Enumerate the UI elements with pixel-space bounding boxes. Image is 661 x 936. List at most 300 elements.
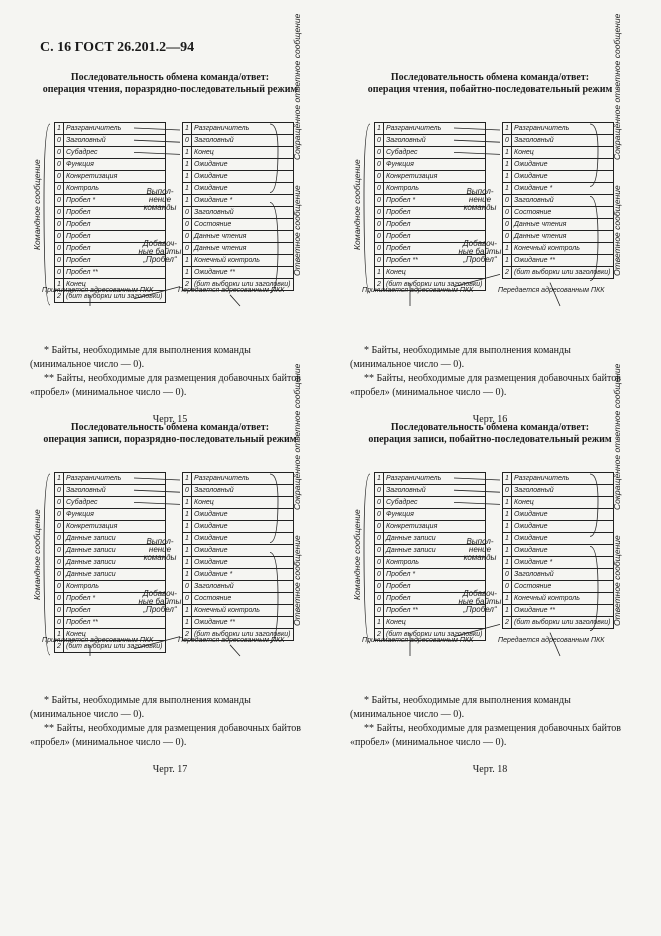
left-table-row — [375, 473, 486, 485]
byte-name: Контроль — [64, 183, 166, 195]
bit-value: 0 — [503, 195, 512, 207]
bit-value: 1 — [183, 617, 192, 629]
panel-chart-16 — [350, 13, 630, 425]
panel-title-line-1: Последовательность обмена команда/ответ: — [390, 72, 590, 83]
response-message-label: Ответное сообщение — [612, 185, 622, 276]
byte-name: Состояние — [192, 219, 294, 231]
extra-bytes-label: Добавоч-ные байты „Пробел“ — [458, 239, 502, 264]
byte-name: Контроль — [64, 581, 166, 593]
bit-value: 0 — [55, 593, 64, 605]
bit-value: 0 — [55, 485, 64, 497]
right-table-row — [503, 617, 614, 629]
panel-title — [350, 72, 630, 96]
footnotes — [350, 344, 630, 400]
byte-name: Разграничитель — [192, 123, 294, 135]
byte-name: Заголовный — [384, 485, 486, 497]
left-table-row — [55, 171, 166, 183]
bit-value: 2 — [375, 279, 384, 291]
footnotes — [30, 694, 310, 750]
right-table-row — [503, 195, 614, 207]
byte-name: Пробел — [64, 255, 166, 267]
right-table-row — [183, 255, 294, 267]
byte-name: Ожидание * — [192, 195, 294, 207]
byte-name: Разграничитель — [512, 123, 614, 135]
command-byte-table — [54, 472, 166, 653]
byte-name: Конкретизация — [64, 171, 166, 183]
byte-name: Данные записи — [64, 557, 166, 569]
right-table-row — [183, 605, 294, 617]
bit-value: 0 — [503, 135, 512, 147]
byte-name: Пробел — [64, 605, 166, 617]
byte-name: Данные записи — [64, 533, 166, 545]
bit-value: 1 — [183, 171, 192, 183]
bit-value: 1 — [55, 629, 64, 641]
extra-bytes-label: Добавоч-ные байты „Пробел“ — [458, 589, 502, 614]
right-table-row — [503, 497, 614, 509]
left-table-row — [55, 267, 166, 279]
received-by-pkk-label: Принимается адресованным ПКК — [362, 287, 474, 294]
footnotes — [30, 344, 310, 400]
byte-name: Данные чтения — [512, 219, 614, 231]
command-message-label: Командное сообщение — [352, 509, 362, 600]
response-message-label: Ответное сообщение — [612, 535, 622, 626]
command-byte-table — [54, 122, 166, 303]
bit-value: 1 — [375, 123, 384, 135]
byte-name: Ожидание — [192, 557, 294, 569]
command-message-label: Командное сообщение — [32, 509, 42, 600]
byte-name: Пробел * — [64, 195, 166, 207]
left-table-row — [375, 171, 486, 183]
short-response-label: Сокращённое ответное сообщение — [612, 13, 622, 160]
bit-value: 0 — [375, 533, 384, 545]
byte-name: Пробел ** — [384, 255, 486, 267]
byte-name: Заголовный — [512, 485, 614, 497]
right-table-row — [503, 171, 614, 183]
byte-name: Ожидание ** — [192, 267, 294, 279]
execute-command-label: Выпол-нение команды — [143, 187, 177, 212]
bit-value: 0 — [55, 509, 64, 521]
byte-name: Конец — [64, 629, 166, 641]
byte-name: (бит выборки или заголовки) — [192, 279, 294, 291]
byte-name: Ожидание * — [512, 183, 614, 195]
right-table-row — [183, 545, 294, 557]
received-by-pkk-label: Принимается адресованным ПКК — [42, 637, 154, 644]
bit-value: 0 — [503, 219, 512, 231]
bit-value: 0 — [55, 231, 64, 243]
bit-value: 1 — [183, 509, 192, 521]
bit-value: 0 — [55, 135, 64, 147]
bit-value: 2 — [503, 617, 512, 629]
byte-name: Разграничитель — [64, 123, 166, 135]
bit-value: 0 — [55, 219, 64, 231]
byte-name: Ожидание * — [512, 557, 614, 569]
bit-value: 0 — [183, 485, 192, 497]
bit-value: 0 — [375, 207, 384, 219]
left-table-row — [55, 219, 166, 231]
bit-value: 0 — [503, 581, 512, 593]
right-table-row — [183, 473, 294, 485]
byte-name: Ожидание — [192, 521, 294, 533]
right-table-row — [503, 207, 614, 219]
bit-value: 0 — [55, 255, 64, 267]
right-table-row — [503, 557, 614, 569]
bit-value: 0 — [375, 509, 384, 521]
bottom-arrow — [230, 645, 240, 656]
bit-value: 0 — [503, 231, 512, 243]
extra-bytes-label: Добавоч-ные байты „Пробел“ — [138, 589, 182, 614]
byte-name: Ожидание — [512, 171, 614, 183]
bit-value: 0 — [55, 207, 64, 219]
byte-name: Контроль — [384, 183, 486, 195]
byte-name: Функция — [64, 509, 166, 521]
right-table-row — [183, 581, 294, 593]
right-table-row — [183, 147, 294, 159]
byte-name: Ожидание ** — [512, 605, 614, 617]
footnote-double: ** Байты, необходимые для размещения добавочных байтов «пробел» (минимальное число — 0). — [350, 373, 621, 398]
bit-value: 0 — [55, 183, 64, 195]
byte-name: Данные чтения — [192, 231, 294, 243]
left-table-row — [375, 147, 486, 159]
bit-value: 0 — [55, 243, 64, 255]
byte-name: Ожидание — [192, 545, 294, 557]
bit-value: 1 — [503, 605, 512, 617]
byte-name: Ожидание — [192, 171, 294, 183]
bit-value: 1 — [503, 123, 512, 135]
byte-name: Заголовный — [192, 581, 294, 593]
right-table-row — [183, 497, 294, 509]
bit-value: 2 — [183, 629, 192, 641]
left-table-row — [55, 569, 166, 581]
bit-value: 0 — [183, 207, 192, 219]
right-table-row — [183, 485, 294, 497]
bit-value: 1 — [183, 147, 192, 159]
left-table-row — [375, 617, 486, 629]
byte-name: (бит выборки или заголовки) — [512, 617, 614, 629]
bit-value: 0 — [55, 617, 64, 629]
right-table-row — [503, 473, 614, 485]
response-byte-table — [502, 472, 614, 629]
byte-name: Конкретизация — [384, 171, 486, 183]
response-message-label: Ответное сообщение — [292, 535, 302, 626]
byte-name: Ожидание — [192, 509, 294, 521]
bit-value: 1 — [503, 171, 512, 183]
bit-value: 0 — [55, 581, 64, 593]
byte-name: Заголовный — [512, 195, 614, 207]
panel-title — [30, 72, 310, 96]
right-table-row — [183, 123, 294, 135]
byte-name: Заголовный — [512, 569, 614, 581]
bit-value: 1 — [183, 123, 192, 135]
bit-value: 0 — [55, 159, 64, 171]
bit-value: 1 — [183, 497, 192, 509]
right-table-row — [503, 123, 614, 135]
bit-value: 0 — [375, 255, 384, 267]
sent-by-pkk-label: Передается адресованным ПКК — [178, 637, 285, 644]
right-table-row — [183, 557, 294, 569]
response-byte-table — [502, 122, 614, 279]
sent-by-pkk-label: Передается адресованным ПКК — [498, 287, 605, 294]
right-table-row — [503, 605, 614, 617]
byte-name: Пробел — [384, 243, 486, 255]
bit-value: 0 — [375, 183, 384, 195]
command-brace — [44, 124, 50, 305]
byte-name: Заголовный — [384, 135, 486, 147]
bit-value: 0 — [183, 243, 192, 255]
byte-name: Разграничитель — [512, 473, 614, 485]
footnote-single: * Байты, необходимые для выполнения команды (минимальное число — 0). — [350, 345, 571, 370]
byte-name: Данные записи — [64, 569, 166, 581]
bit-value: 0 — [55, 533, 64, 545]
right-table-row — [503, 147, 614, 159]
left-table-row — [55, 123, 166, 135]
byte-name: Конечный контроль — [512, 593, 614, 605]
left-table-row — [55, 617, 166, 629]
byte-name: Данные чтения — [192, 243, 294, 255]
bit-value: 1 — [503, 593, 512, 605]
panel-title — [30, 422, 310, 446]
left-table-row — [55, 159, 166, 171]
panel-title-line-1: Последовательность обмена команда/ответ: — [70, 422, 270, 433]
byte-name: Функция — [64, 159, 166, 171]
extra-bytes-label: Добавоч-ные байты „Пробел“ — [138, 239, 182, 264]
bit-value: 1 — [183, 533, 192, 545]
left-table-row — [55, 473, 166, 485]
bit-value: 0 — [375, 521, 384, 533]
bit-value: 1 — [183, 159, 192, 171]
bit-value: 0 — [55, 545, 64, 557]
byte-name: (бит выборки или заголовки) — [192, 629, 294, 641]
footnotes — [350, 694, 630, 750]
byte-name: Конец — [384, 267, 486, 279]
panel-title-line-2: операция записи, побайтно-последовательный режим — [368, 434, 612, 445]
byte-name: Пробел — [384, 231, 486, 243]
command-brace — [364, 474, 370, 643]
bit-value: 1 — [503, 557, 512, 569]
received-by-pkk-label: Принимается адресованным ПКК — [42, 287, 154, 294]
byte-name: Разграничитель — [384, 473, 486, 485]
bit-value: 0 — [183, 581, 192, 593]
response-byte-table — [182, 122, 294, 291]
right-table-row — [503, 545, 614, 557]
right-table-row — [183, 207, 294, 219]
right-table-row — [503, 135, 614, 147]
left-table-row — [375, 135, 486, 147]
bit-value: 0 — [503, 207, 512, 219]
byte-name: Конец — [64, 279, 166, 291]
bit-value: 1 — [503, 159, 512, 171]
bit-value: 0 — [503, 485, 512, 497]
byte-name: Состояние — [512, 207, 614, 219]
left-table-row — [55, 147, 166, 159]
right-table-row — [503, 159, 614, 171]
byte-name: Пробел — [384, 207, 486, 219]
left-table-row — [375, 509, 486, 521]
sent-by-pkk-label: Передается адресованным ПКК — [498, 637, 605, 644]
execute-command-label: Выпол-нение команды — [463, 537, 497, 562]
right-table-row — [503, 533, 614, 545]
right-table-row — [183, 533, 294, 545]
bit-value: 1 — [503, 147, 512, 159]
byte-name: Конечный контроль — [512, 243, 614, 255]
bit-value: 0 — [183, 219, 192, 231]
byte-name: Конечный контроль — [192, 255, 294, 267]
panel-title-line-2: операция записи, поразрядно-последовательный режим — [43, 434, 297, 445]
byte-name: Пробел — [64, 231, 166, 243]
byte-name: Данные записи — [384, 545, 486, 557]
right-table-row — [183, 569, 294, 581]
right-table-row — [183, 219, 294, 231]
right-table-row — [503, 255, 614, 267]
short-response-label: Сокращённое ответное сообщение — [292, 363, 302, 510]
bit-value: 0 — [375, 231, 384, 243]
byte-name: Субадрес — [64, 497, 166, 509]
execute-command-label: Выпол-нение команды — [143, 537, 177, 562]
right-table-row — [503, 231, 614, 243]
bit-value: 0 — [503, 569, 512, 581]
byte-name: Ожидание ** — [192, 617, 294, 629]
bit-value: 1 — [503, 545, 512, 557]
right-table-row — [503, 183, 614, 195]
response-byte-table — [182, 472, 294, 641]
bit-value: 1 — [55, 279, 64, 291]
bit-value: 1 — [503, 533, 512, 545]
byte-name: Ожидание — [512, 533, 614, 545]
bit-value: 1 — [183, 605, 192, 617]
right-table-row — [183, 159, 294, 171]
byte-name: Конец — [384, 617, 486, 629]
byte-name: Функция — [384, 509, 486, 521]
right-table-row — [503, 593, 614, 605]
byte-name: Данные записи — [64, 545, 166, 557]
bit-value: 2 — [55, 291, 64, 303]
bit-value: 0 — [55, 147, 64, 159]
byte-name: Разграничитель — [64, 473, 166, 485]
byte-name: (бит выборки или заголовки) — [512, 267, 614, 279]
bit-value: 1 — [183, 521, 192, 533]
byte-name: Данные записи — [384, 533, 486, 545]
bit-value: 0 — [375, 219, 384, 231]
bit-value: 0 — [55, 521, 64, 533]
byte-name: Заголовный — [192, 485, 294, 497]
bit-value: 0 — [55, 195, 64, 207]
byte-name: Пробел ** — [64, 267, 166, 279]
right-table-row — [183, 509, 294, 521]
byte-name: Данные чтения — [512, 231, 614, 243]
byte-name: Пробел ** — [64, 617, 166, 629]
byte-name: Ожидание — [512, 509, 614, 521]
right-table-row — [183, 267, 294, 279]
left-table-row — [55, 497, 166, 509]
byte-name: Субадрес — [64, 147, 166, 159]
page-header: С. 16 ГОСТ 26.201.2—94 — [40, 40, 195, 55]
byte-name: Контроль — [384, 557, 486, 569]
chart-number: Черт. 15 — [152, 414, 188, 425]
bit-value: 1 — [503, 255, 512, 267]
sent-by-pkk-label: Передается адресованным ПКК — [178, 287, 285, 294]
bit-value: 1 — [503, 473, 512, 485]
byte-name: Пробел ** — [384, 605, 486, 617]
left-table-row — [55, 135, 166, 147]
byte-name: Состояние — [192, 593, 294, 605]
bit-value: 0 — [375, 497, 384, 509]
byte-name: (бит выборки или заголовки) — [384, 279, 486, 291]
bit-value: 0 — [375, 581, 384, 593]
right-table-row — [503, 219, 614, 231]
right-table-row — [183, 521, 294, 533]
panel-title-line-2: операция чтения, побайтно-последовательный режим — [367, 84, 613, 95]
bit-value: 0 — [55, 569, 64, 581]
bit-value: 1 — [375, 617, 384, 629]
byte-name: Пробел — [384, 581, 486, 593]
byte-name: Пробел — [64, 207, 166, 219]
bit-value: 1 — [183, 569, 192, 581]
bit-value: 1 — [503, 497, 512, 509]
short-response-label: Сокращённое ответное сообщение — [292, 13, 302, 160]
byte-name: Ожидание — [512, 545, 614, 557]
byte-name: Заголовный — [512, 135, 614, 147]
right-table-row — [183, 231, 294, 243]
left-table-row — [375, 521, 486, 533]
bit-value: 0 — [183, 135, 192, 147]
bit-value: 1 — [183, 183, 192, 195]
byte-name: Конечный контроль — [192, 605, 294, 617]
byte-name: Конец — [192, 147, 294, 159]
right-table-row — [503, 243, 614, 255]
bit-value: 1 — [183, 195, 192, 207]
footnote-single: * Байты, необходимые для выполнения команды (минимальное число — 0). — [30, 695, 251, 720]
bit-value: 0 — [375, 569, 384, 581]
byte-name: Ожидание — [192, 183, 294, 195]
left-table-row — [55, 485, 166, 497]
command-message-label: Командное сообщение — [32, 159, 42, 250]
right-table-row — [503, 509, 614, 521]
right-table-row — [503, 485, 614, 497]
byte-name: Конец — [192, 497, 294, 509]
byte-name: Заголовный — [192, 207, 294, 219]
bit-value: 1 — [503, 243, 512, 255]
left-table-row — [55, 509, 166, 521]
bit-value: 0 — [375, 159, 384, 171]
bit-value: 0 — [55, 497, 64, 509]
bit-value: 2 — [503, 267, 512, 279]
left-table-row — [375, 485, 486, 497]
byte-name: Функция — [384, 159, 486, 171]
byte-name: Заголовный — [64, 485, 166, 497]
bit-value: 1 — [183, 557, 192, 569]
right-table-row — [183, 183, 294, 195]
bit-value: 1 — [183, 545, 192, 557]
byte-name: Пробел — [64, 219, 166, 231]
right-table-row — [503, 267, 614, 279]
footnote-double: ** Байты, необходимые для размещения добавочных байтов «пробел» (минимальное число — 0). — [30, 373, 301, 398]
byte-name: Конкретизация — [64, 521, 166, 533]
bit-value: 0 — [55, 171, 64, 183]
panel-title-line-1: Последовательность обмена команда/ответ: — [390, 422, 590, 433]
bit-value: 1 — [183, 473, 192, 485]
chart-number: Черт. 18 — [472, 764, 508, 775]
byte-name: (бит выборки или заголовки) — [384, 629, 486, 641]
byte-name: Заголовный — [64, 135, 166, 147]
byte-name: Конкретизация — [384, 521, 486, 533]
bit-value: 1 — [55, 473, 64, 485]
bit-value: 0 — [375, 171, 384, 183]
left-table-row — [375, 569, 486, 581]
bottom-arrow — [230, 295, 240, 306]
byte-name: Субадрес — [384, 497, 486, 509]
bit-value: 1 — [55, 123, 64, 135]
footnote-single: * Байты, необходимые для выполнения команды (минимальное число — 0). — [30, 345, 251, 370]
bit-value: 0 — [375, 147, 384, 159]
